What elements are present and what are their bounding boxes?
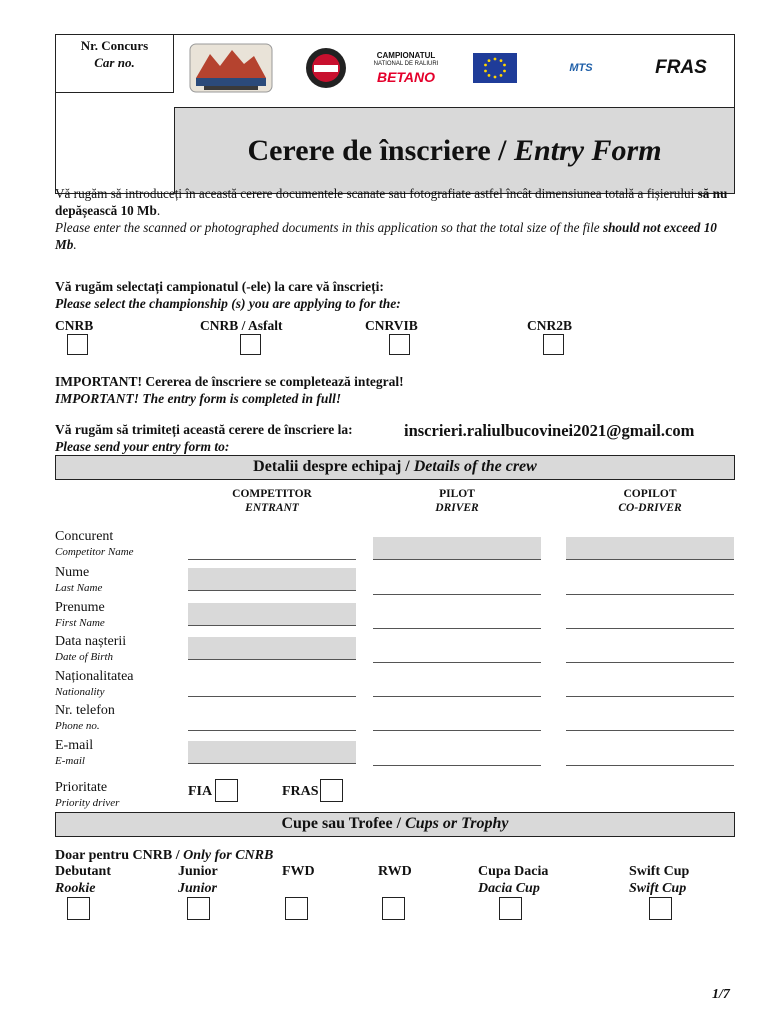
- champ-cnrb-asfalt-label: CNRB / Asfalt: [200, 318, 283, 333]
- row-label-date-of-birth: Data nașterii Date of Birth: [55, 634, 127, 663]
- champ-cnrvib-label: CNRVIB: [365, 318, 418, 333]
- competitor-name-entrant-field[interactable]: [188, 537, 356, 560]
- header-box: [55, 34, 735, 194]
- champ-cnr2b-label: CNR2B: [527, 318, 573, 333]
- first-name-entrant-field[interactable]: [188, 603, 356, 626]
- col-copilot: COPILOT CO-DRIVER: [618, 488, 682, 514]
- cup-rwd-checkbox[interactable]: [382, 897, 405, 920]
- phone-codriver-field[interactable]: [566, 708, 734, 731]
- intro-en: Please enter the scanned or photographed documents in this application so that the total size of the file should not exceed 10 Mb.: [55, 220, 717, 252]
- dob-driver-field[interactable]: [373, 640, 541, 663]
- champ-cnrb-checkbox[interactable]: [67, 334, 88, 355]
- cup-dacia-label: Cupa Dacia Dacia Cup: [478, 864, 549, 896]
- cup-fwd-checkbox[interactable]: [285, 897, 308, 920]
- cup-rookie-checkbox[interactable]: [67, 897, 90, 920]
- last-name-entrant-field[interactable]: [188, 568, 356, 591]
- cup-rookie-label: Debutant Rookie: [55, 864, 112, 896]
- cup-dacia-checkbox[interactable]: [499, 897, 522, 920]
- send-email: inscrieri.raliulbucovinei2021@gmail.com: [404, 421, 695, 440]
- row-label-priority: Prioritate Priority driver: [55, 780, 120, 809]
- nationality-codriver-field[interactable]: [566, 674, 734, 697]
- priority-fras-checkbox[interactable]: [320, 779, 343, 802]
- dob-codriver-field[interactable]: [566, 640, 734, 663]
- col-pilot: PILOT DRIVER: [435, 488, 479, 514]
- betano-logo: CAMPIONATUL NATIONAL DE RALIURI BETANO: [373, 51, 439, 85]
- cups-section-bar: Cupe sau Trofee / Cups or Trophy: [55, 812, 735, 837]
- champ-cnrvib-checkbox[interactable]: [389, 334, 410, 355]
- rally-logo: [186, 43, 276, 93]
- cup-swift-label: Swift Cup Swift Cup: [629, 864, 690, 896]
- cup-fwd-label: FWD: [282, 864, 315, 879]
- competitor-name-driver-field[interactable]: [373, 537, 541, 560]
- col-competitor: COMPETITOR ENTRANT: [232, 488, 312, 514]
- page-number: 1/7: [712, 987, 730, 1002]
- car-no-label: Car no.: [94, 55, 135, 70]
- phone-entrant-field[interactable]: [188, 708, 356, 731]
- cup-junior-label: Junior Junior: [178, 864, 218, 896]
- row-label-first-name: Prenume First Name: [55, 600, 105, 629]
- dob-entrant-field[interactable]: [188, 637, 356, 660]
- cup-junior-checkbox[interactable]: [187, 897, 210, 920]
- nationality-driver-field[interactable]: [373, 674, 541, 697]
- first-name-codriver-field[interactable]: [566, 606, 734, 629]
- champ-cnrb-asfalt-checkbox[interactable]: [240, 334, 261, 355]
- intro-text: [55, 185, 735, 253]
- car-number-box: [56, 35, 174, 93]
- row-label-last-name: Nume Last Name: [55, 565, 103, 594]
- send-label: Vă rugăm să trimiteți această cerere de înscriere la: Please send your entry form to:: [55, 422, 353, 454]
- row-label-email: E-mail E-mail: [55, 738, 94, 767]
- phone-driver-field[interactable]: [373, 708, 541, 731]
- eu-flag-icon: [471, 43, 519, 93]
- competitor-name-codriver-field[interactable]: [566, 537, 734, 560]
- mts-logo: MTS: [569, 62, 593, 74]
- email-driver-field[interactable]: [373, 743, 541, 766]
- fras-logo: FRAS: [655, 57, 707, 78]
- crew-section-bar: Detalii despre echipaj / Details of the crew: [55, 455, 735, 480]
- row-label-nationality: Naționalitatea Nationality: [55, 669, 134, 698]
- important-note: IMPORTANT! Cererea de înscriere se completează integral! IMPORTANT! The entry form is completed in full!: [55, 374, 404, 406]
- email-codriver-field[interactable]: [566, 743, 734, 766]
- champ-cnrb-label: CNRB: [55, 318, 94, 333]
- email-entrant-field[interactable]: [188, 741, 356, 764]
- cup-swift-checkbox[interactable]: [649, 897, 672, 920]
- last-name-driver-field[interactable]: [373, 572, 541, 595]
- only-cnrb-label: Doar pentru CNRB / Only for CNRB: [55, 848, 274, 863]
- row-label-phone: Nr. telefon Phone no.: [55, 703, 115, 732]
- last-name-codriver-field[interactable]: [566, 572, 734, 595]
- row-label-competitor-name: Concurent Competitor Name: [55, 529, 134, 558]
- nr-concurs-label: Nr. Concurs: [80, 38, 149, 53]
- priority-fia-label: FIA: [188, 784, 213, 799]
- rts-logo: [301, 43, 351, 93]
- priority-fras-label: FRAS: [282, 784, 319, 799]
- priority-fia-checkbox[interactable]: [215, 779, 238, 802]
- intro-ro: Vă rugăm să introduceți în această cerere documentele scanate sau fotografiate astfel încât dimensiunea totală a fișierului să nu depășească 10 Mb.: [55, 186, 728, 218]
- cup-rwd-label: RWD: [378, 864, 412, 879]
- nationality-entrant-field[interactable]: [188, 674, 356, 697]
- page-title: Cerere de înscriere / Entry Form: [174, 107, 734, 193]
- champ-cnr2b-checkbox[interactable]: [543, 334, 564, 355]
- championship-label: Vă rugăm selectați campionatul (-ele) la care vă înscrieți: Please select the championship (s) you are applying to for the:: [55, 279, 401, 311]
- first-name-driver-field[interactable]: [373, 606, 541, 629]
